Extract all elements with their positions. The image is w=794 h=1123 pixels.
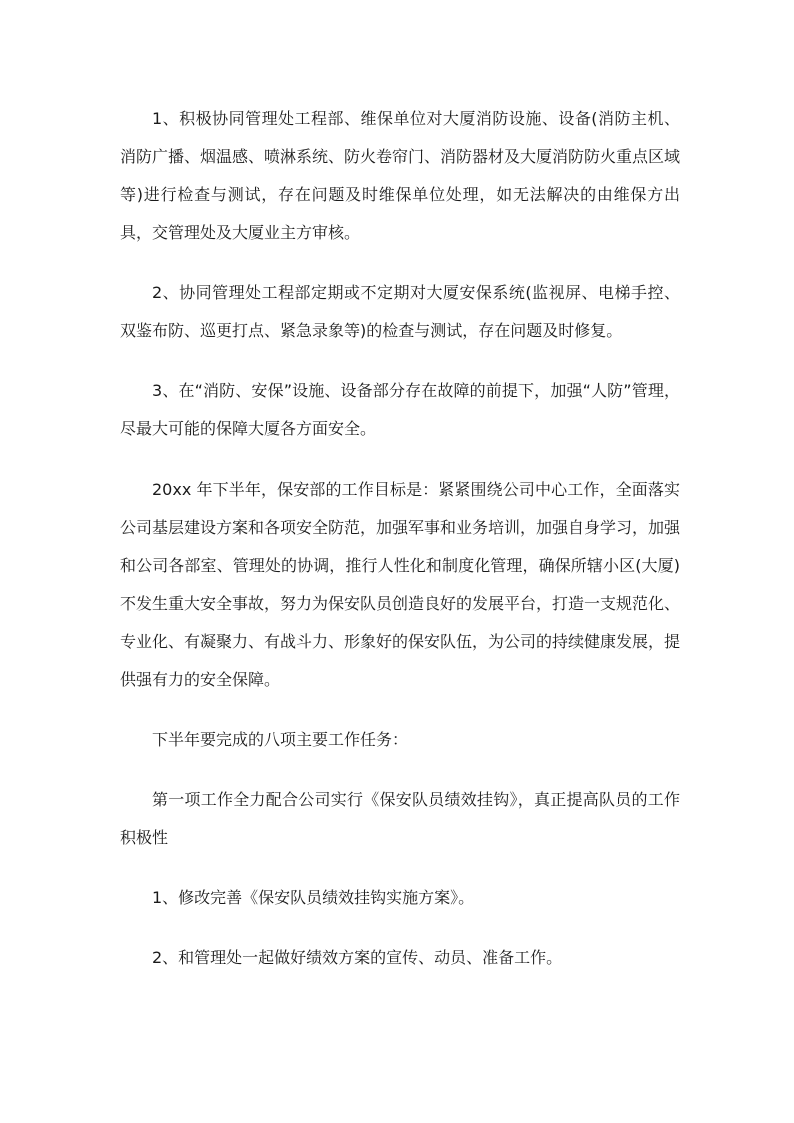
- document-body: [120, 100, 680, 1000]
- paragraph-security-system-inspection: 2、协同管理处工程部定期或不定期对大厦安保系统(监视屏、电梯手控、双鉴布防、巡更打点、紧急录象等)的检查与测试，存在问题及时修复。: [120, 283, 680, 340]
- paragraph-task-one: 第一项工作全力配合公司实行《保安队员绩效挂钩》，真正提高队员的工作积极性: [120, 790, 680, 847]
- paragraph-human-defense: 3、在“消防、安保”设施、设备部分存在故障的前提下，加强“人防”管理，尽最大可能的保障大厦各方面安全。: [120, 381, 680, 438]
- paragraph-eight-tasks-heading: 下半年要完成的八项主要工作任务：: [152, 730, 409, 749]
- paragraph-work-goals: 20xx 年下半年，保安部的工作目标是：紧紧围绕公司中心工作，全面落实公司基层建设方案和各项安全防范，加强军事和业务培训，加强自身学习，加强和公司各部室、管理处的协调，推行人性化和制度化管理，确保所辖小区(大厦)不发生重大安全事故，努力为保安队员创造良好的发展平台，打造一支规范化、专业化、有凝聚力、有战斗力、形象好的保安队伍，为公司的持续健康发展，提供强有力的安全保障。: [120, 480, 681, 689]
- paragraph-task-one-item-1: 1、修改完善《保安队员绩效挂钩实施方案》。: [152, 888, 475, 907]
- paragraph-fire-equipment-inspection: 1、积极协同管理处工程部、维保单位对大厦消防设施、设备(消防主机、消防广播、烟温感、喷淋系统、防火卷帘门、消防器材及大厦消防防火重点区域等)进行检查与测试，存在问题及时维保单位处理，如无法解决的由维保方出具，交管理处及大厦业主方审核。: [120, 109, 681, 242]
- paragraph-task-one-item-2: 2、和管理处一起做好绩效方案的宣传、动员、准备工作。: [152, 948, 563, 967]
